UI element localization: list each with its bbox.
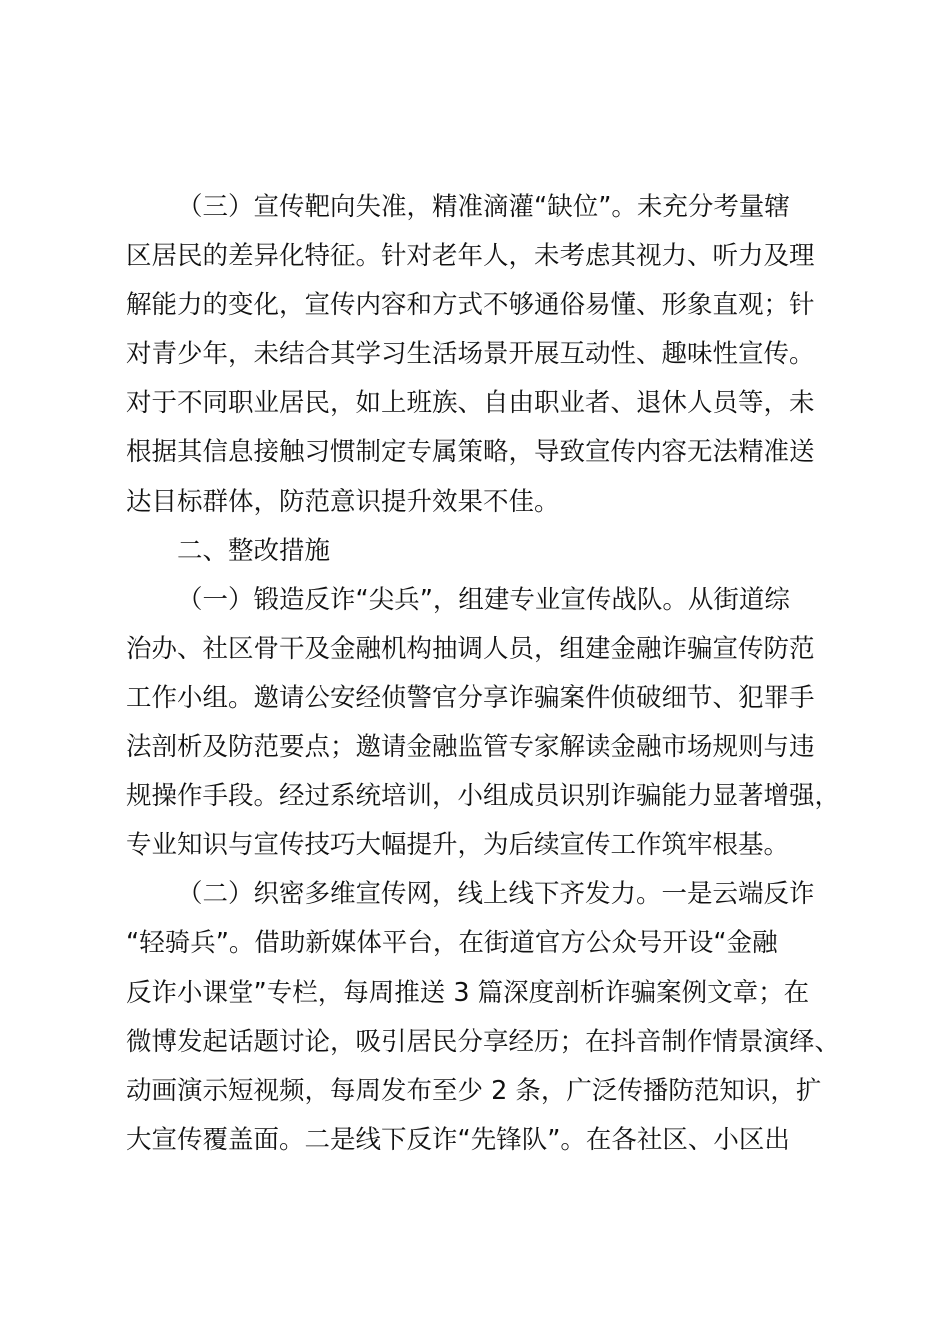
paragraph-3-line-1: （三）宣传靶向失准，精准滴灌“缺位”。未充分考量辖 [177, 192, 790, 222]
measure-2-line-5: 动画演示短视频，每周发布至少 2 条，广泛传播防范知识，扩 [126, 1075, 822, 1106]
paragraph-3-line-5: 对于不同职业居民，如上班族、自由职业者、退休人员等，未 [126, 388, 815, 419]
measure-1-line-3: 工作小组。邀请公安经侦警官分享诈骗案件侦破细节、犯罪手 [126, 682, 815, 713]
measure-2-line-4: 微博发起话题讨论，吸引居民分享经历；在抖音制作情景演绎、 [126, 1026, 841, 1057]
measure-1-line-5: 规操作手段。经过系统培训，小组成员识别诈骗能力显著增强， [126, 781, 841, 812]
paragraph-3-line-3: 解能力的变化，宣传内容和方式不够通俗易懂、形象直观；针 [126, 290, 815, 321]
measure-1-line-6: 专业知识与宣传技巧大幅提升，为后续宣传工作筑牢根基。 [126, 830, 790, 861]
section-heading-2: 二、整改措施 [177, 535, 331, 566]
measure-1-line-1: （一）锻造反诈“尖兵”，组建专业宣传战队。从街道综 [177, 584, 790, 615]
measure-2-line-1: （二）织密多维宣传网，线上线下齐发力。一是云端反诈 [177, 879, 815, 910]
measure-1-line-2: 治办、社区骨干及金融机构抽调人员，组建金融诈骗宣传防范 [126, 633, 815, 664]
paragraph-3-line-2: 区居民的差异化特征。针对老年人，未考虑其视力、听力及理 [126, 241, 815, 272]
document-body [126, 183, 841, 1165]
paragraph-3-line-4: 对青少年，未结合其学习生活场景开展互动性、趣味性宣传。 [126, 339, 815, 370]
paragraph-3-line-7: 达目标群体，防范意识提升效果不佳。 [126, 486, 560, 517]
measure-2-line-3: 反诈小课堂”专栏，每周推送 3 篇深度剖析诈骗案例文章；在 [126, 977, 810, 1008]
measure-1-line-4: 法剖析及防范要点；邀请金融监管专家解读金融市场规则与违 [126, 732, 815, 763]
measure-2-line-6: 大宣传覆盖面。二是线下反诈“先锋队”。在各社区、小区出 [126, 1124, 790, 1155]
measure-2-line-2: “轻骑兵”。借助新媒体平台，在街道官方公众号开设“金融 [126, 928, 778, 959]
paragraph-3-line-6: 根据其信息接触习惯制定专属策略，导致宣传内容无法精准送 [126, 437, 815, 468]
